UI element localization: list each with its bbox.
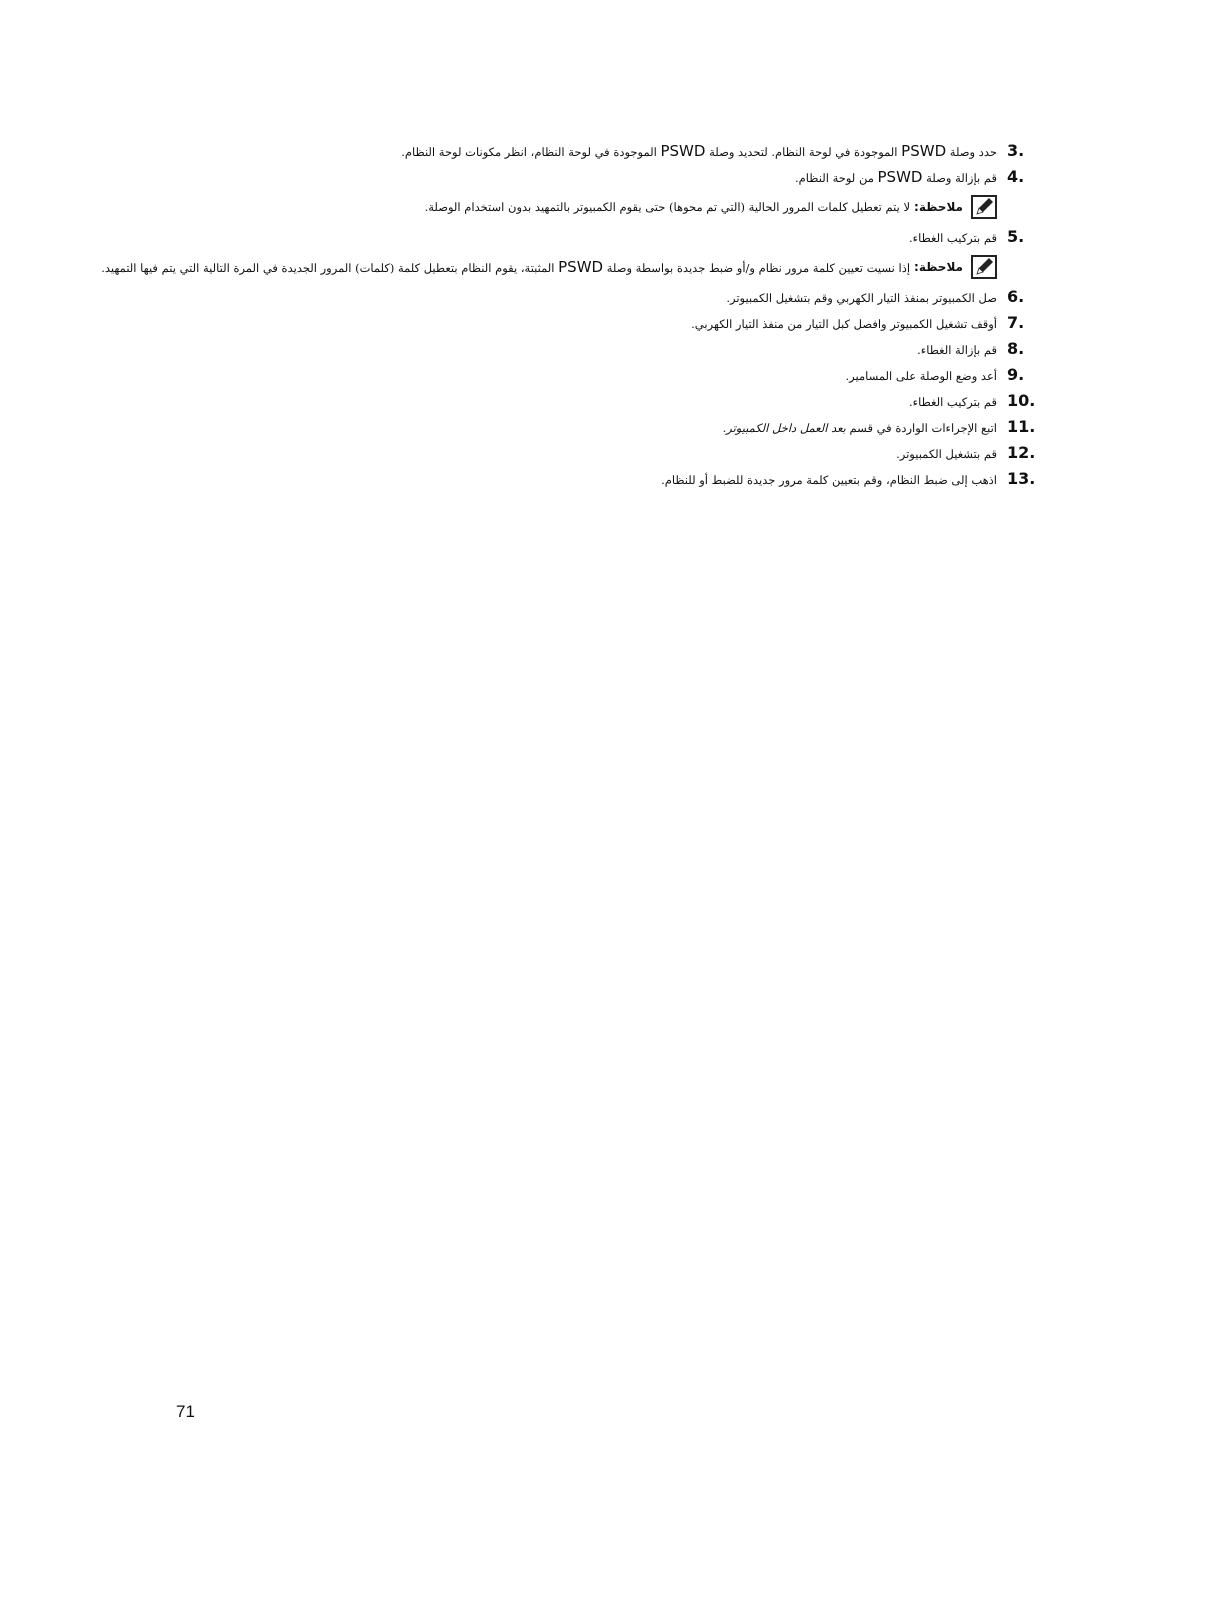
step-3 (157, 138, 1037, 164)
step-text: قم بإزالة الغطاء. (917, 343, 997, 357)
step-text-part: . (722, 421, 727, 435)
note-pencil-icon (971, 195, 997, 219)
jumper-code: PSWD (660, 142, 706, 160)
step-6 (157, 284, 1037, 310)
step-text-part: الموجودة في لوحة النظام، انظر مكونات لوحة النظام. (401, 145, 661, 159)
note-pencil-icon (971, 255, 997, 279)
step-11 (157, 414, 1037, 440)
note-1 (157, 190, 997, 224)
step-text: اذهب إلى ضبط النظام، وقم بتعيين كلمة مرور جديدة للضبط أو للنظام. (661, 473, 997, 487)
step-4 (157, 164, 1037, 190)
section-reference: بعد العمل داخل الكمبيوتر (726, 421, 846, 435)
step-text: أوقف تشغيل الكمبيوتر وافصل كبل التيار من منفذ التيار الكهربي. (691, 317, 997, 331)
note-text: لا يتم تعطيل كلمات المرور الحالية (التي تم محوها) حتى يقوم الكمبيوتر بالتمهيد بدون استخدام الوصلة. (424, 200, 911, 214)
note-text-part: المثبتة، يقوم النظام بتعطيل كلمة (كلمات) المرور الجديدة في المرة التالية التي يتم فيها التمهيد. (101, 261, 559, 275)
jumper-code: PSWD (901, 142, 947, 160)
step-number: 4. (1007, 167, 1025, 186)
step-text-part: الموجودة في لوحة النظام. لتحديد وصلة (705, 145, 902, 159)
step-number: 12. (1007, 443, 1036, 462)
note-text (101, 258, 910, 276)
page-number: 71 (176, 1402, 195, 1421)
step-text: قم بتركيب الغطاء. (909, 231, 997, 245)
step-number: 8. (1007, 339, 1025, 358)
step-text-part: من لوحة النظام. (795, 171, 878, 185)
step-8 (157, 336, 1037, 362)
step-13 (157, 466, 1037, 492)
step-number: 9. (1007, 365, 1025, 384)
step-text: صل الكمبيوتر بمنفذ التيار الكهربي وقم بتشغيل الكمبيوتر. (726, 291, 997, 305)
step-number: 10. (1007, 391, 1036, 410)
note-label: ملاحظة: (914, 260, 963, 274)
step-7 (157, 310, 1037, 336)
step-text: قم بتركيب الغطاء. (909, 395, 997, 409)
step-number: 5. (1007, 227, 1025, 246)
step-number: 13. (1007, 469, 1036, 488)
step-10 (157, 388, 1037, 414)
step-number: 7. (1007, 313, 1025, 332)
step-number: 6. (1007, 287, 1025, 306)
note-label: ملاحظة: (914, 200, 963, 214)
step-5 (157, 224, 1037, 250)
step-text (723, 415, 997, 441)
note-text-part: إذا نسيت تعيين كلمة مرور نظام و/أو ضبط جديدة بواسطة وصلة (603, 261, 911, 275)
step-text-part: اتبع الإجراءات الواردة في قسم (845, 421, 997, 435)
step-number: 11. (1007, 417, 1036, 436)
step-number: 3. (1007, 141, 1025, 160)
step-9 (157, 362, 1037, 388)
step-text-part: قم بإزالة وصلة (922, 171, 997, 185)
jumper-code: PSWD (877, 168, 923, 186)
jumper-code: PSWD (558, 258, 604, 276)
step-text (401, 138, 997, 165)
step-12 (157, 440, 1037, 466)
note-2 (101, 250, 997, 284)
step-text (795, 164, 997, 191)
step-text-part: حدد وصلة (946, 145, 997, 159)
step-text: قم بتشغيل الكمبيوتر. (896, 447, 997, 461)
step-text: أعد وضع الوصلة على المسامير. (845, 369, 997, 383)
document-body (101, 138, 1037, 492)
